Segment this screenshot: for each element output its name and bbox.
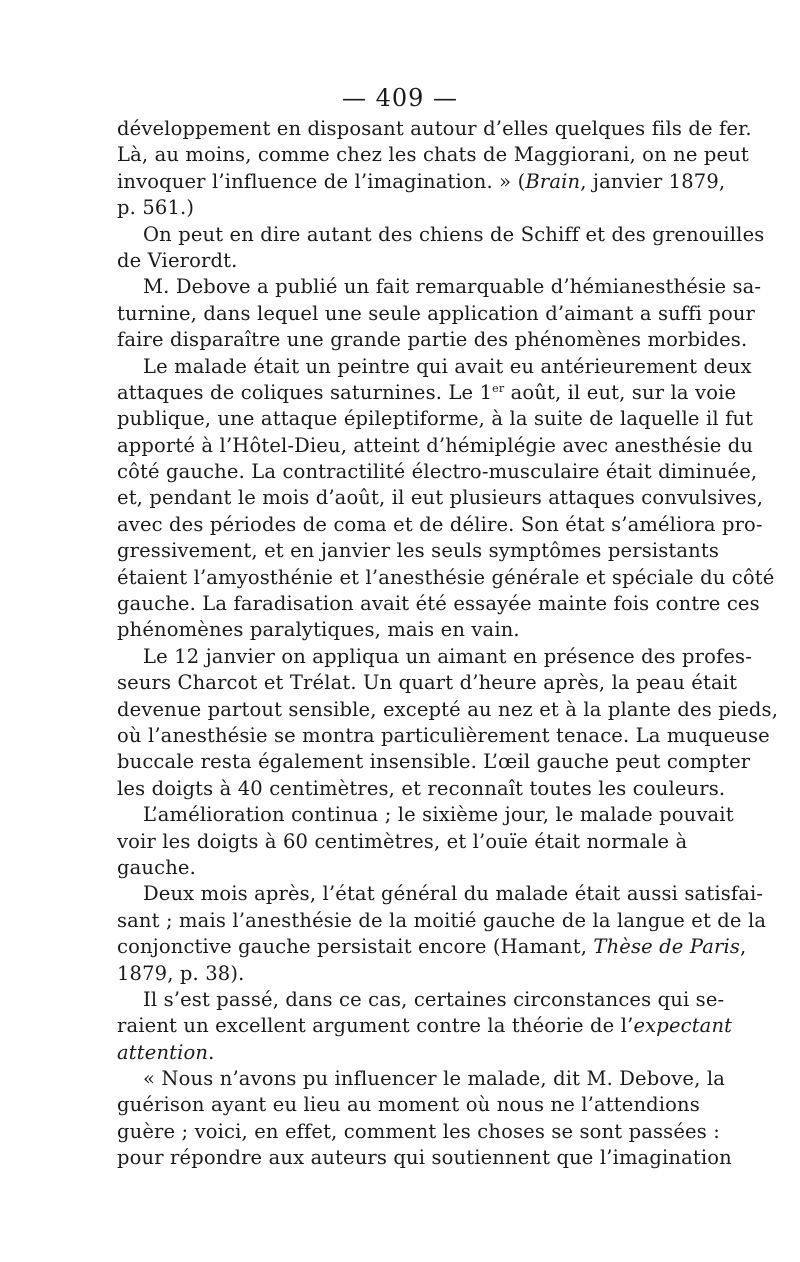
- text-line: avec des périodes de coma et de délire. Son état s’améliora pro-: [117, 512, 763, 536]
- text-line: étaient l’amyosthénie et l’anesthésie générale et spéciale du côté: [117, 565, 775, 589]
- page-number: — 409 —: [341, 84, 459, 112]
- text-line: p. 561.): [117, 196, 195, 220]
- text-line: développement en disposant autour d’elles quelques fils de fer.: [117, 117, 752, 140]
- text-line: guérison ayant eu lieu au moment où nous ne l’attendions: [117, 1093, 700, 1117]
- text-line: « Nous n’avons pu influencer le malade, dit M. Debove, la: [143, 1067, 725, 1091]
- emphasis-term: attention: [117, 1040, 209, 1064]
- text-line: gauche. La faradisation avait été essayée mainte fois contre ces: [117, 592, 760, 616]
- body-text: [117, 116, 779, 1172]
- text-line: apporté à l’Hôtel-Dieu, atteint d’hémiplégie avec anesthésie du: [117, 433, 754, 457]
- emphasis-term: expectant: [633, 1014, 733, 1038]
- text-line: les doigts à 40 centimètres, et reconnaît toutes les couleurs.: [117, 776, 726, 800]
- text-line: Il s’est passé, dans ce cas, certaines circonstances qui se-: [143, 987, 725, 1011]
- text-line: seurs Charcot et Trélat. Un quart d’heure après, la peau était: [117, 671, 738, 695]
- text-line: Là, au moins, comme chez les chats de Maggiorani, on ne peut: [117, 143, 749, 167]
- text-line: voir les doigts à 60 centimètres, et l’ouïe était normale à: [117, 829, 688, 853]
- text-line: guère ; voici, en effet, comment les choses se sont passées :: [117, 1119, 720, 1143]
- text-line: côté gauche. La contractilité électro-musculaire était diminuée,: [117, 460, 758, 484]
- text-line: gressivement, et en janvier les seuls symptômes persistants: [117, 539, 720, 563]
- text-line: attention.: [117, 1040, 215, 1064]
- text-line: devenue partout sensible, excepté au nez et à la plante des pieds,: [117, 697, 779, 721]
- text-line: sant ; mais l’anesthésie de la moitié gauche de la langue et de la: [117, 908, 767, 932]
- text-line: phénomènes paralytiques, mais en vain.: [117, 618, 520, 642]
- text-line: raient un excellent argument contre la théorie de l’expectant: [117, 1014, 733, 1038]
- text-line: gauche.: [117, 855, 196, 879]
- text-line: publique, une attaque épileptiforme, à la suite de laquelle il fut: [117, 407, 754, 431]
- text-line: où l’anesthésie se montra particulièrement tenace. La muqueuse: [117, 723, 770, 747]
- text-line: buccale resta également insensible. L’œil gauche peut compter: [117, 750, 751, 774]
- text-line: M. Debove a publié un fait remarquable d’hémianesthésie sa-: [143, 275, 762, 299]
- text-line: de Vierordt.: [117, 248, 238, 272]
- superscript: er: [492, 381, 505, 395]
- text-line: L’amélioration continua ; le sixième jour, le malade pouvait: [143, 803, 734, 827]
- text-line: conjonctive gauche persistait encore (Hamant, Thèse de Paris,: [117, 935, 747, 959]
- text-line: turnine, dans lequel une seule application d’aimant a suffi pour: [117, 301, 756, 325]
- text-line: 1879, p. 38).: [117, 961, 245, 985]
- citation-title: Brain: [525, 169, 581, 193]
- text-line: invoquer l’influence de l’imagination. » (Brain, janvier 1879,: [117, 169, 726, 193]
- text-line: faire disparaître une grande partie des phénomènes morbides.: [117, 328, 748, 352]
- citation-title: Thèse de Paris: [593, 935, 741, 959]
- text-line: attaques de coliques saturnines. Le 1er août, il eut, sur la voie: [117, 380, 737, 404]
- text-line: pour répondre aux auteurs qui soutiennent que l’imagination: [117, 1146, 732, 1170]
- text-line: Deux mois après, l’état général du malade était aussi satisfai-: [143, 882, 764, 906]
- text-line: Le malade était un peintre qui avait eu antérieurement deux: [143, 354, 752, 378]
- text-line: Le 12 janvier on appliqua un aimant en présence des profes-: [143, 644, 752, 668]
- text-line: et, pendant le mois d’août, il eut plusieurs attaques convulsives,: [117, 486, 764, 510]
- text-line: On peut en dire autant des chiens de Schiff et des grenouilles: [143, 222, 765, 246]
